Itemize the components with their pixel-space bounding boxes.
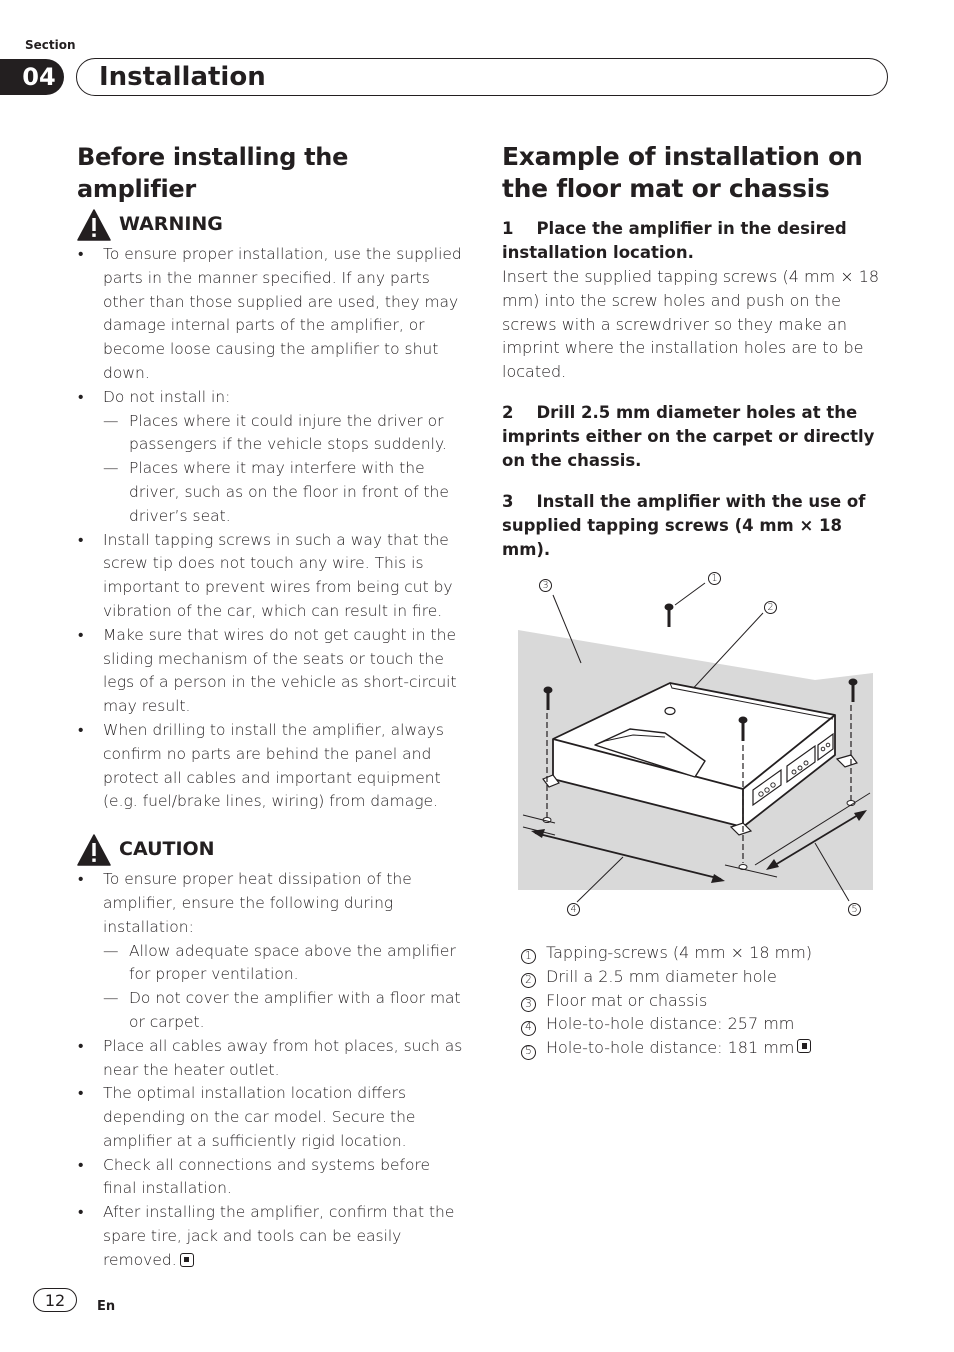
list-item-text: Check all connections and systems before final installation. bbox=[103, 1155, 431, 1198]
left-heading: Before installing the amplifier bbox=[77, 143, 349, 203]
step-title-text: Install the amplifier with the use of supplied tapping screws (4 mm × 18 mm). bbox=[502, 491, 866, 559]
step-1 bbox=[502, 217, 894, 384]
step-number: 1 bbox=[502, 219, 514, 238]
list-item-text: Make sure that wires do not get caught in the sliding mechanism of the seats or touch the legs of a person in the vehicle as short-circuit may result. bbox=[103, 625, 457, 716]
step-title-text: Drill 2.5 mm diameter holes at the imprints either on the carpet or directly on the chassis. bbox=[502, 402, 875, 470]
installation-diagram bbox=[515, 565, 880, 925]
page-number: 12 bbox=[33, 1288, 77, 1312]
warning-icon bbox=[77, 209, 111, 241]
list-item-text: After installing the amplifier, confirm that the spare tire, jack and tools can be easily removed. bbox=[103, 1203, 455, 1269]
caution-label-row bbox=[77, 834, 467, 866]
step-number: 2 bbox=[502, 402, 514, 422]
warning-label-row bbox=[77, 209, 467, 241]
legend-item bbox=[521, 965, 891, 989]
right-heading-line: the floor mat or chassis bbox=[502, 174, 830, 203]
legend-number: 4 bbox=[521, 1021, 536, 1036]
list-item-text: Place all cables away from hot places, such as near the heater outlet. bbox=[103, 1036, 463, 1079]
legend-number: 5 bbox=[521, 1045, 536, 1060]
legend-item bbox=[521, 1012, 891, 1036]
list-item-text: The optimal installation location differs depending on the car model. Secure the amplifier at a sufficiently rigid location. bbox=[103, 1084, 416, 1150]
sub-list bbox=[103, 410, 467, 529]
legend-text: Hole-to-hole distance: 181 mm bbox=[546, 1038, 795, 1058]
right-heading bbox=[502, 141, 894, 205]
list-item-text: When drilling to install the amplifier, always confirm no parts are behind the panel and protect all cables and important equipment (e.g. fuel/brake lines, wiring) from damage. bbox=[103, 720, 444, 811]
step-title bbox=[502, 217, 894, 265]
sub-list-item: — Places where it could injure the driver or passengers if the vehicle stops suddenly. bbox=[103, 410, 467, 458]
warning-list bbox=[77, 243, 467, 814]
list-item bbox=[77, 1154, 467, 1202]
sub-list-item: — Allow adequate space above the amplifier for proper ventilation. bbox=[103, 940, 467, 988]
end-of-section-icon bbox=[180, 1253, 194, 1267]
sub-list-item: — Do not cover the amplifier with a floor mat or carpet. bbox=[103, 987, 467, 1035]
sub-list bbox=[103, 940, 467, 1035]
list-item-text: Install tapping screws in such a way that the screw tip does not touch any wire. This is important to prevent wires from being cut by vibration of the car, which can result in fire. bbox=[103, 530, 453, 620]
caution-label: CAUTION bbox=[119, 838, 215, 861]
legend-text: Tapping-screws (4 mm × 18 mm) bbox=[546, 943, 813, 962]
callout-1: 1 bbox=[708, 572, 721, 585]
section-number-badge: 04 bbox=[0, 59, 64, 95]
list-item bbox=[77, 624, 467, 719]
warning-label: WARNING bbox=[119, 213, 223, 236]
legend-number: 3 bbox=[521, 997, 536, 1012]
list-item bbox=[77, 868, 467, 1035]
list-item bbox=[77, 1035, 467, 1083]
step-number: 3 bbox=[502, 491, 514, 511]
legend-item bbox=[521, 989, 891, 1013]
diagram-legend bbox=[521, 941, 891, 1060]
list-item bbox=[77, 386, 467, 529]
list-item-text: To ensure proper heat dissipation of the amplifier, ensure the following during installation: bbox=[103, 870, 412, 936]
callout-5: 5 bbox=[848, 903, 861, 916]
callout-3: 3 bbox=[539, 579, 552, 592]
end-of-section-icon bbox=[797, 1039, 811, 1053]
step-2 bbox=[502, 401, 894, 473]
caution-list bbox=[77, 868, 467, 1273]
sub-list-item: — Places where it may interfere with the driver, such as on the floor in front of the driver’s seat. bbox=[103, 457, 467, 528]
left-column bbox=[77, 141, 467, 1273]
list-item bbox=[77, 719, 467, 814]
list-item bbox=[77, 243, 467, 386]
caution-icon bbox=[77, 834, 111, 866]
step-title bbox=[502, 401, 894, 473]
page-language: En bbox=[97, 1299, 116, 1314]
right-heading-line: Example of installation on bbox=[502, 142, 863, 171]
section-title: Installation bbox=[99, 62, 266, 92]
legend-text: Drill a 2.5 mm diameter hole bbox=[546, 966, 777, 986]
step-3 bbox=[502, 490, 894, 562]
step-title bbox=[502, 490, 894, 562]
section-label: Section bbox=[25, 38, 76, 52]
callout-4: 4 bbox=[567, 903, 580, 916]
right-column bbox=[502, 141, 894, 562]
callout-2: 2 bbox=[764, 601, 777, 614]
step-body: Insert the supplied tapping screws (4 mm × 18 mm) into the screw holes and push on the screws with a screwdriver so they make an imprint where the installation holes are to be located. bbox=[502, 267, 880, 382]
list-item-text: Do not install in: bbox=[103, 387, 231, 406]
legend-number: 2 bbox=[521, 973, 536, 988]
legend-number: 1 bbox=[521, 949, 536, 964]
step-title-text: Place the amplifier in the desired installation location. bbox=[502, 219, 847, 262]
legend-item bbox=[521, 1036, 891, 1060]
legend-item bbox=[521, 941, 891, 965]
installation-illustration bbox=[515, 565, 880, 925]
legend-text: Hole-to-hole distance: 257 mm bbox=[546, 1014, 795, 1034]
list-item-text: To ensure proper installation, use the supplied parts in the manner specified. If any parts other than those supplied are used, they may damage internal parts of the amplifier, or become loose causing the amplifier to shut down. bbox=[103, 245, 462, 382]
list-item bbox=[77, 1082, 467, 1153]
list-item bbox=[77, 1201, 467, 1272]
list-item bbox=[77, 529, 467, 624]
legend-text: Floor mat or chassis bbox=[546, 990, 708, 1010]
